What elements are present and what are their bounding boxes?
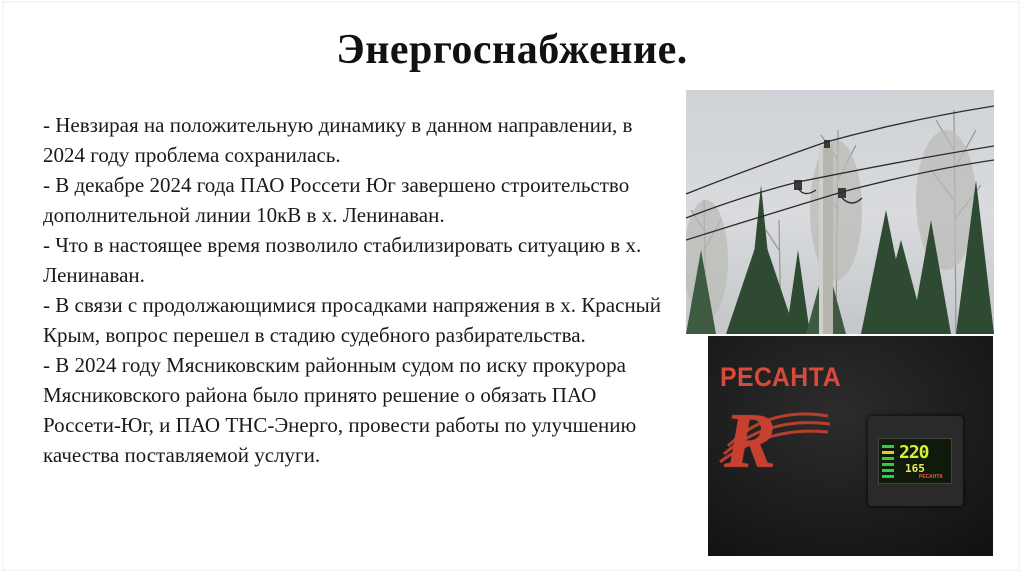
display-brand-label: РЕСАНТА (919, 474, 943, 480)
slide-body (43, 110, 673, 470)
bullet-paragraph: - Невзирая на положительную динамику в данном направлении, в 2024 году проблема сохранилась. (43, 113, 633, 167)
lcd-display (878, 438, 952, 484)
input-voltage-readout: 165 (905, 462, 925, 475)
voltage-stabilizer-photo (708, 336, 993, 556)
slide-title: Энергоснабжение. (336, 27, 688, 73)
bullet-paragraph: - В 2024 году Мясниковским районным судом по иску прокурора Мясниковского района было принято решение о обязать ПАО Россети-Юг, и ПАО ТНС-Энерго, провести работы по улучшению качества поставляемой услуги. (43, 353, 637, 467)
bullet-paragraph: - В связи с продолжающимися просадками напряжения в х. Красный Крым, вопрос перешел в стадию судебного разбирательства. (43, 293, 662, 347)
led-indicator (882, 457, 894, 460)
led-indicator (882, 469, 894, 472)
bullet-paragraph: - В декабре 2024 года ПАО Россети Юг завершено строительство дополнительной линии 10кВ в х. Ленинаван. (43, 173, 630, 227)
led-indicator (882, 451, 894, 454)
bullet-paragraph: - Что в настоящее время позволило стабилизировать ситуацию в х. Ленинаван. (43, 233, 642, 287)
brand-logo-mark: R (724, 397, 777, 484)
power-line-photo (686, 90, 994, 334)
led-indicator (882, 445, 894, 448)
voltage-readout: 220 (899, 442, 929, 463)
led-indicator (882, 475, 894, 478)
display-panel (868, 416, 963, 506)
led-indicator (882, 463, 894, 466)
brand-logo-text: РЕСАНТА (720, 362, 842, 392)
